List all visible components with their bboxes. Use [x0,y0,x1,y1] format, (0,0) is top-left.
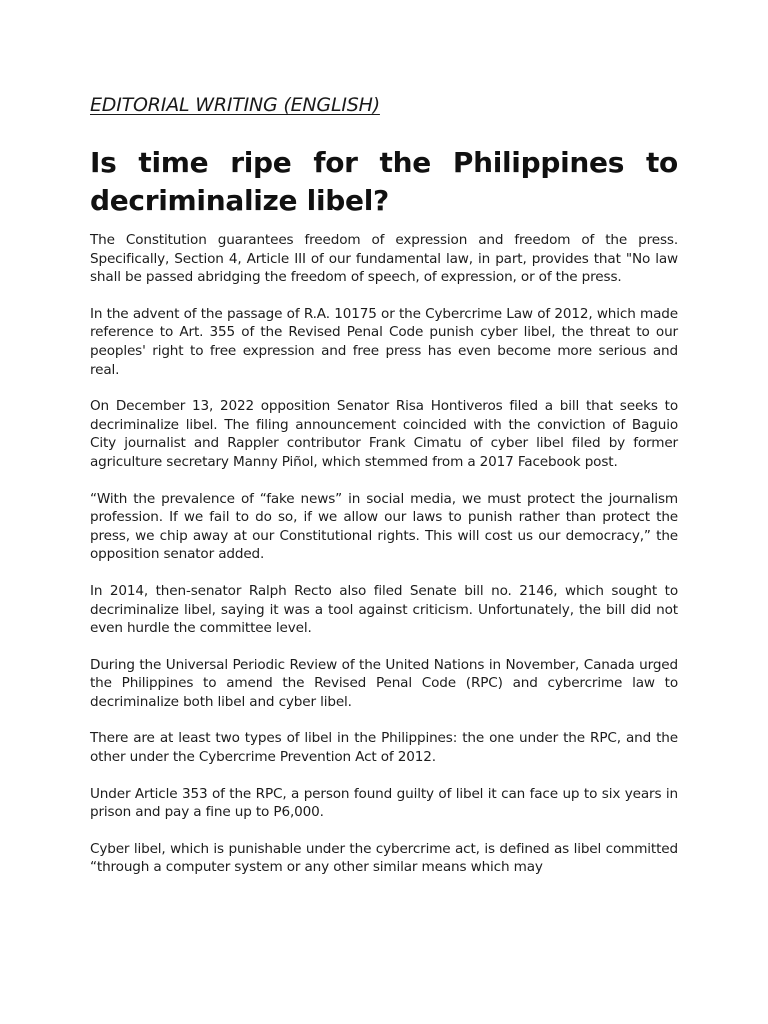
paragraph-article-353: Under Article 353 of the RPC, a person found guilty of libel it can face up to six years in prison and pay a fine up to P6,000. [90,785,678,821]
paragraph-senator-quote: “With the prevalence of “fake news” in social media, we must protect the journalism profession. If we fail to do so, if we allow our laws to punish rather than protect the press, we chip away at our Constitutional rights. This will cost us our democracy,” the opposition senator added. [90,490,678,563]
paragraph-cybercrime-law: In the advent of the passage of R.A. 10175 or the Cybercrime Law of 2012, which made reference to Art. 355 of the Revised Penal Code punish cyber libel, the threat to our peoples' right to free expression and free press has even become more serious and real. [90,305,678,378]
paragraph-un-review: During the Universal Periodic Review of the United Nations in November, Canada urged the Philippines to amend the Revised Penal Code (RPC) and cybercrime law to decriminalize both libel and cyber libel. [90,656,678,710]
paragraph-recto-bill: In 2014, then-senator Ralph Recto also filed Senate bill no. 2146, which sought to decriminalize libel, saying it was a tool against criticism. Unfortunately, the bill did not even hurdle the committee level. [90,582,678,637]
section-label: EDITORIAL WRITING (ENGLISH) [90,94,380,116]
document-page [90,92,678,895]
headline: Is time ripe for the Philippines to decriminalize libel? [90,146,678,217]
paragraph-constitution: The Constitution guarantees freedom of expression and freedom of the press. Specifically, Section 4, Article III of our fundamental law, in part, provides that "No law shall be passed abridging the freedom of speech, of expression, or of the press. [90,232,678,286]
paragraph-libel-types: There are at least two types of libel in the Philippines: the one under the RPC, and the other under the Cybercrime Prevention Act of 2012. [90,730,678,766]
paragraph-hontiveros-bill: On December 13, 2022 opposition Senator Risa Hontiveros filed a bill that seeks to decriminalize libel. The filing announcement coincided with the conviction of Baguio City journalist and Rappler contributor Frank Cimatu of cyber libel filed by former agriculture secretary Manny Piñol, which stemmed from a 2017 Facebook post. [90,398,678,470]
paragraph-cyber-libel: Cyber libel, which is punishable under the cybercrime act, is defined as libel committed “through a computer system or any other similar means which may [90,840,678,876]
